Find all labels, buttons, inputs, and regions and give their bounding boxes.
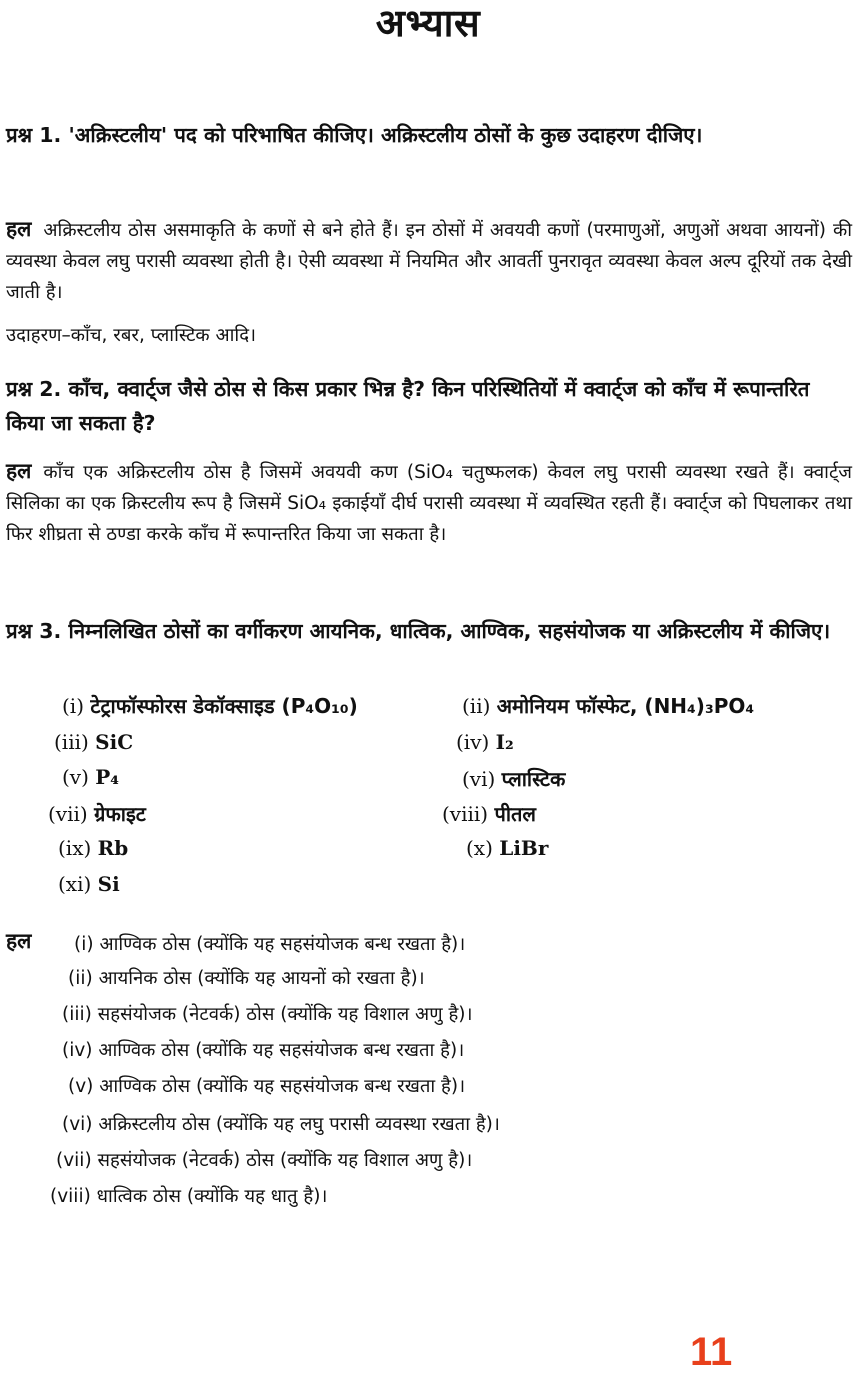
answer-1-example: उदाहरण–काँच, रबर, प्लास्टिक आदि। (6, 325, 257, 346)
option-text: Rb (97, 836, 129, 860)
option-number: (i) (62, 694, 85, 718)
option-item (54, 730, 133, 754)
option-item (462, 765, 565, 792)
option-text: Si (97, 872, 120, 896)
option-text: P₄ (95, 765, 120, 789)
option-number: (vii) (48, 802, 88, 826)
answer-1-text: अक्रिस्टलीय ठोस असमाकृति के कणों से बने होते हैं। इन ठोसों में अवयवी कणों (परमाणुओं, अणुओं अथवा आयनों) की व्यवस्था केवल लघु परासी व्यवस्था होती है। ऐसी व्यवस्था में नियमित और आवर्ती पुनरावृत व्यवस्था केवल अल्प दूरियों तक देखी जाती है। (6, 220, 852, 303)
option-item (442, 800, 536, 827)
question-3: प्रश्न 3. निम्नलिखित ठोसों का वर्गीकरण आयनिक, धात्विक, आण्विक, सहसंयोजक या अक्रिस्टलीय में कीजिए। (6, 619, 831, 643)
option-number: (iii) (54, 730, 89, 754)
option-item (58, 836, 128, 860)
solution-item: (ii) आयनिक ठोस (क्योंकि यह आयनों को रखता है)। (68, 968, 425, 989)
option-text: पीतल (494, 802, 536, 826)
option-number: (ix) (58, 836, 92, 860)
solution-item: (vi) अक्रिस्टलीय ठोस (क्योंकि यह लघु परासी व्यवस्था रखता है)। (62, 1114, 500, 1135)
option-text: टेट्राफॉस्फोरस डेकॉक्साइड (P₄O₁₀) (90, 694, 358, 718)
solution-item: (iii) सहसंयोजक (नेटवर्क) ठोस (क्योंकि यह विशाल अणु है)। (62, 1004, 473, 1025)
option-text: LiBr (499, 836, 549, 860)
option-text: प्लास्टिक (501, 767, 566, 791)
answer-label: हल (6, 217, 32, 241)
option-item (58, 872, 120, 896)
answer-label: हल (6, 929, 32, 953)
answer-2 (6, 456, 852, 550)
page-number: 11 (690, 1330, 733, 1374)
option-item (456, 730, 514, 754)
option-number: (iv) (456, 730, 490, 754)
option-number: (x) (466, 836, 493, 860)
page-title: अभ्यास (375, 1, 481, 45)
solution-item: (vii) सहसंयोजक (नेटवर्क) ठोस (क्योंकि यह विशाल अणु है)। (56, 1150, 473, 1171)
option-number: (xi) (58, 872, 92, 896)
answer-2-text: काँच एक अक्रिस्टलीय ठोस है जिसमें अवयवी कण (SiO₄ चतुष्फलक) केवल लघु परासी व्यवस्था रखते हैं। क्वार्ट्ज सिलिका का एक क्रिस्टलीय रूप है जिसमें SiO₄ इकाईयाँ दीर्घ परासी व्यवस्था में व्यवस्थित रहती हैं। क्वार्ट्ज को पिघलाकर तथा फिर शीघ्रता से ठण्डा करके काँच में रूपान्तरित किया जा सकता है। (6, 462, 852, 545)
solution-item: (viii) धात्विक ठोस (क्योंकि यह धातु है)। (50, 1186, 328, 1207)
question-2: प्रश्न 2. काँच, क्वार्ट्ज जैसे ठोस से किस प्रकार भिन्न है? किन परिस्थितियों में क्वार्ट्ज को काँच में रूपान्तरित किया जा सकता है? (6, 377, 810, 435)
option-number: (vi) (462, 767, 496, 791)
option-number: (viii) (442, 802, 489, 826)
option-item (462, 692, 754, 719)
solution-item: (iv) आण्विक ठोस (क्योंकि यह सहसंयोजक बन्ध रखता है)। (62, 1040, 465, 1061)
question-1: प्रश्न 1. 'अक्रिस्टलीय' पद को परिभाषित कीजिए। अक्रिस्टलीय ठोसों के कुछ उदाहरण दीजिए। (6, 123, 703, 147)
option-item (62, 765, 119, 789)
option-item (466, 836, 548, 860)
option-text: अमोनियम फॉस्फेट, (NH₄)₃PO₄ (496, 694, 755, 718)
answer-label: हल (6, 459, 32, 483)
option-item (48, 800, 146, 827)
option-text: SiC (95, 730, 134, 754)
option-text: I₂ (495, 730, 514, 754)
answer-1 (6, 214, 852, 308)
option-item (62, 692, 358, 719)
option-text: ग्रेफाइट (94, 802, 146, 826)
option-number: (ii) (462, 694, 491, 718)
option-number: (v) (62, 765, 89, 789)
solution-item: (v) आण्विक ठोस (क्योंकि यह सहसंयोजक बन्ध रखता है)। (68, 1076, 466, 1097)
solution-item: (i) आण्विक ठोस (क्योंकि यह सहसंयोजक बन्ध रखता है)। (74, 934, 466, 955)
